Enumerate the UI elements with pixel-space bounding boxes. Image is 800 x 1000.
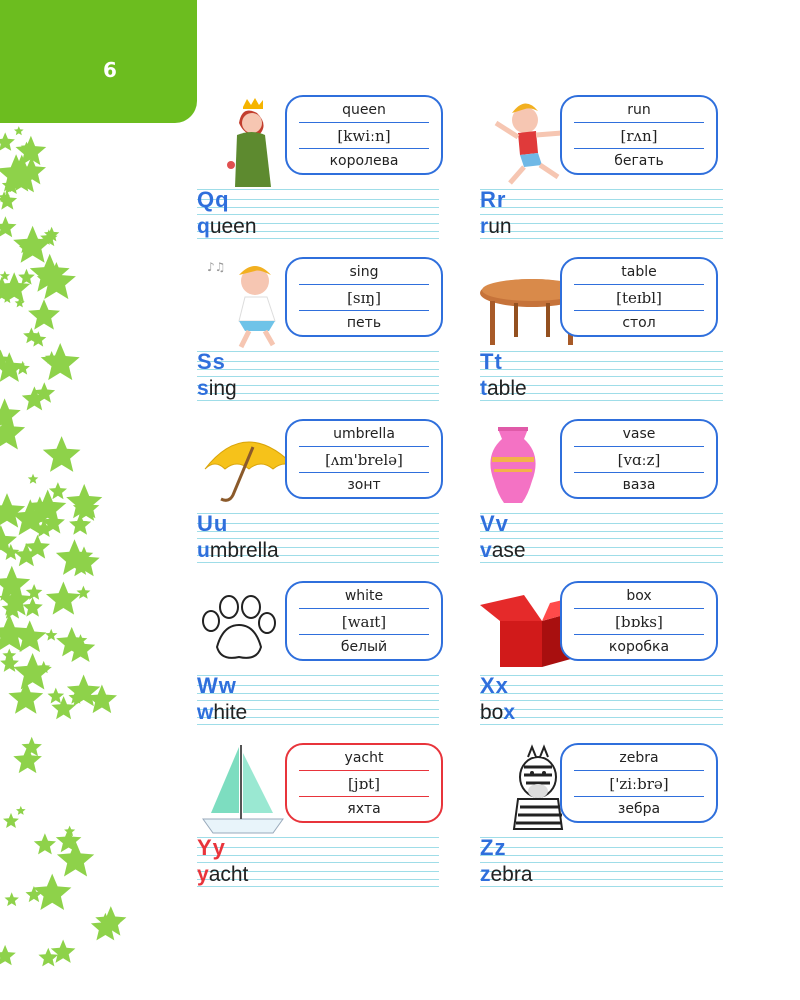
english-word: queen (342, 102, 386, 118)
star-icon (77, 586, 91, 599)
card-r (480, 95, 800, 245)
translation: зонт (347, 477, 381, 493)
word-card (560, 419, 718, 499)
card-s (197, 257, 527, 407)
writing-guide-lines (480, 671, 723, 731)
example-word: sing (197, 377, 237, 400)
transcription: [bɒks] (615, 613, 663, 631)
example-word: umbrella (197, 539, 279, 562)
example-word: white (197, 701, 248, 724)
example-word: zebra (480, 863, 533, 886)
card-y (197, 743, 527, 893)
svg-text:♪♫: ♪♫ (207, 260, 226, 274)
star-icon (16, 806, 26, 815)
example-word: queen (197, 215, 257, 238)
transcription: [waɪt] (341, 613, 387, 631)
transcription: [jɒt] (348, 775, 380, 793)
letter-pair: Zz (480, 835, 507, 860)
stars-decoration (0, 123, 200, 1000)
star-icon (0, 945, 16, 965)
star-icon (28, 299, 60, 329)
star-icon (33, 874, 71, 910)
letter-pair: Yy (197, 835, 226, 860)
translation: коробка (608, 639, 670, 655)
card-x (480, 581, 800, 731)
letter-pair: Ww (197, 673, 237, 698)
english-word: sing (349, 264, 379, 280)
transcription: [vɑːz] (617, 451, 661, 469)
star-icon (13, 746, 42, 773)
translation: петь (346, 315, 382, 331)
transcription: [ʌm'brelə] (325, 451, 403, 469)
star-icon (0, 493, 25, 527)
translation: бегать (614, 153, 664, 169)
translation: белый (340, 639, 388, 655)
english-word: box (626, 588, 652, 604)
translation: стол (622, 315, 656, 331)
transcription: [sɪŋ] (347, 289, 381, 307)
star-icon (3, 813, 19, 828)
star-icon (28, 474, 39, 484)
word-card (560, 95, 718, 175)
example-word: table (480, 377, 527, 400)
letter-pair: Tt (480, 349, 503, 374)
star-icon (34, 833, 56, 854)
star-icon (5, 892, 19, 906)
english-word: run (627, 102, 651, 118)
star-icon (14, 126, 24, 135)
star-icon (51, 940, 76, 963)
card-u (197, 419, 527, 569)
star-icon (49, 482, 67, 499)
star-icon (0, 216, 17, 237)
english-word: white (344, 588, 384, 604)
word-card (560, 257, 718, 337)
transcription: [kwiːn] (337, 127, 391, 145)
letter-pair: Xx (480, 673, 509, 698)
card-v (480, 419, 800, 569)
word-card (285, 257, 443, 337)
translation: зебра (617, 801, 661, 817)
letter-pair: Vv (480, 511, 509, 536)
star-icon (13, 226, 52, 263)
star-icon (46, 582, 81, 615)
english-word: umbrella (333, 426, 395, 442)
writing-guide-lines (480, 185, 723, 245)
letter-pair: Uu (197, 511, 229, 536)
english-word: vase (622, 426, 656, 442)
example-word: yacht (197, 863, 249, 886)
letter-pair: Ss (197, 349, 226, 374)
word-card (285, 419, 443, 499)
word-card (285, 581, 443, 661)
translation: ваза (622, 477, 656, 493)
star-icon (13, 653, 51, 690)
star-icon (41, 343, 80, 380)
word-card (285, 95, 443, 175)
translation: яхта (347, 801, 381, 817)
example-word: box (480, 701, 516, 724)
star-icon (0, 191, 17, 210)
card-q (197, 95, 527, 245)
english-word: zebra (619, 750, 659, 766)
word-card (560, 743, 718, 823)
page-corner-tab (0, 0, 197, 123)
transcription: [teɪbl] (616, 289, 662, 307)
example-word: run (480, 215, 512, 238)
english-word: table (621, 264, 657, 280)
star-icon (45, 629, 57, 641)
translation: королева (329, 153, 399, 169)
star-icon (0, 132, 15, 150)
star-icon (43, 436, 81, 472)
word-card (560, 581, 718, 661)
letter-pair: Rr (480, 187, 507, 212)
letter-pair: Qq (197, 187, 230, 212)
example-word: vase (480, 539, 526, 562)
transcription: [rʌn] (620, 127, 658, 145)
english-word: yacht (344, 750, 384, 766)
star-icon (18, 269, 35, 285)
transcription: ['ziːbrə] (609, 775, 669, 793)
card-t (480, 257, 800, 407)
page-number: 6 (103, 58, 117, 82)
card-w (197, 581, 527, 731)
word-card (285, 743, 443, 823)
card-z (480, 743, 800, 893)
